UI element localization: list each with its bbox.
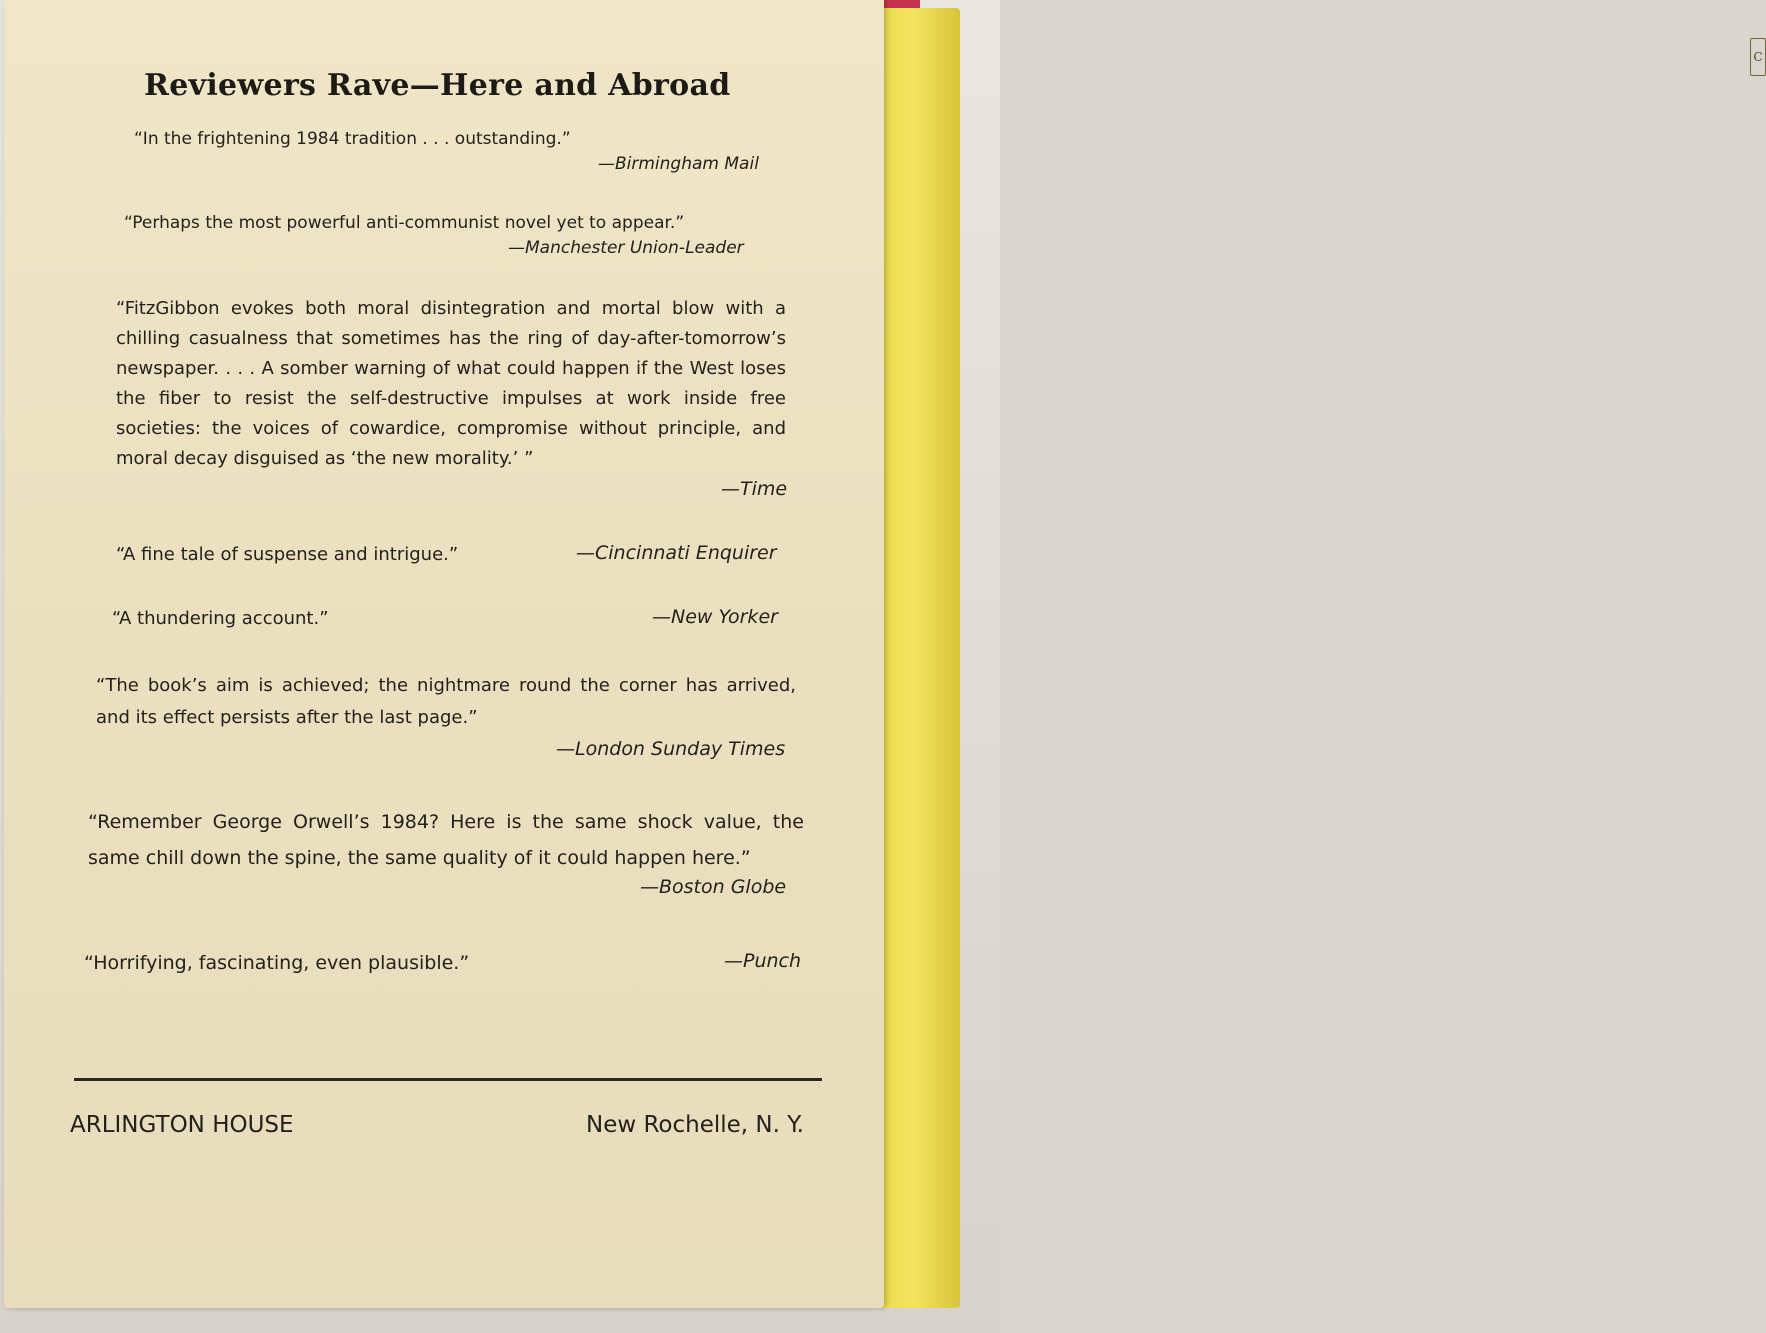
review-source: —Birmingham Mail (598, 154, 759, 174)
review-quote: “In the frightening 1984 tradition . . . outstanding.” (134, 129, 571, 149)
publisher-location: New Rochelle, N. Y. (586, 1112, 804, 1138)
review-source: —Manchester Union-Leader (508, 238, 744, 258)
publisher-name: ARLINGTON HOUSE (70, 1112, 294, 1138)
review-source: —London Sunday Times (556, 738, 786, 760)
page-title: Reviewers Rave—Here and Abroad (144, 68, 731, 103)
review-quote: “FitzGibbon evokes both moral disintegration and mortal blow with a chilling casualness that sometimes has the ring of day-after-tomorrow’s newspaper. . . . A somber warning of what could happen if the West loses the fiber to resist the self-destructive impulses at work inside free societies: the voices of cowardice, compromise without principle, and moral decay disguised as ‘the new morality.’ ” (116, 298, 786, 469)
review-quote: “Remember George Orwell’s 1984? Here is the same shock value, the same chill down the spine, the same quality of it could happen here.” (88, 811, 804, 869)
review-source: —Cincinnati Enquirer (576, 542, 777, 564)
review-source: —Time (721, 478, 788, 500)
review-quote: “The book’s aim is achieved; the nightmare round the corner has arrived, and its effect persists after the last page.” (96, 675, 796, 728)
review-source: —New Yorker (652, 606, 778, 628)
review-quote: “A thundering account.” (112, 608, 329, 629)
review-quote: “Perhaps the most powerful anti-communist novel yet to appear.” (124, 213, 685, 233)
review-source: —Punch (724, 950, 802, 972)
divider (74, 1078, 822, 1081)
review-quote: “A fine tale of suspense and intrigue.” (116, 544, 459, 565)
spine-mark: C (1750, 38, 1766, 76)
review-quote: “Horrifying, fascinating, even plausible.” (84, 952, 470, 974)
review-source: —Boston Globe (640, 876, 787, 898)
back-cover (4, 0, 884, 1308)
